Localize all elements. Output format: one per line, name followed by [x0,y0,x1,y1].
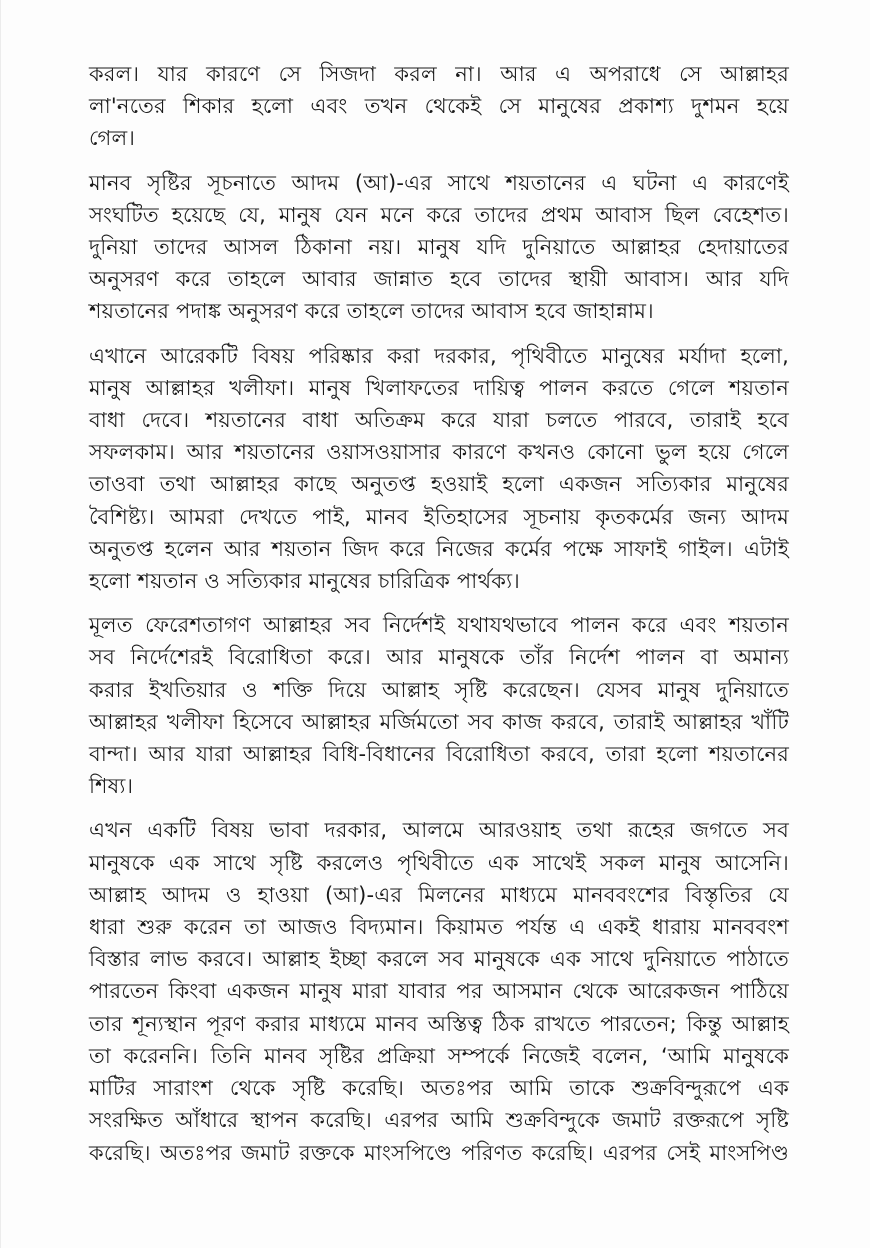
text-line: বান্দা। আর যারা আল্লাহর বিধি-বিধানের বিরোধিতা করবে, তারা হলো শয়তানের [89,742,789,767]
text-line: হলো শয়তান ও সত্যিকার মানুষের চারিত্রিক পার্থক্য। [89,569,520,594]
text-line: সংরক্ষিত আঁধারে স্থাপন করেছি। এরপর আমি শুক্রবিন্দুকে জমাট রক্তরূপে সৃষ্টি [89,1108,789,1133]
text-line: সব নির্দেশেরই বিরোধিতা করে। আর মানুষকে তাঁর নির্দেশ পালন বা অমান্য [89,645,789,670]
text-line: গেল। [89,126,136,151]
text-line: বিস্তার লাভ করবে। আল্লাহ ইচ্ছা করলে সব মানুষকে এক সাথে দুনিয়াতে পাঠাতে [89,947,789,972]
text-line: লা'নতের শিকার হলো এবং তখন থেকেই সে মানুষের প্রকাশ্য দুশমন হয়ে [89,94,789,119]
text-line: শয়তানের পদাঙ্ক অনুসরণ করে তাহলে তাদের আবাস হবে জাহান্নাম। [89,299,654,324]
page-text [89,58,789,1181]
text-line: মাটির সারাংশ থেকে সৃষ্টি করেছি। অতঃপর আমি তাকে শুক্রবিন্দুরূপে এক [89,1076,789,1101]
text-line: দুনিয়া তাদের আসল ঠিকানা নয়। মানুষ যদি দুনিয়াতে আল্লাহর হেদায়াতের [89,235,789,260]
text-line: মানুষ আল্লাহর খলীফা। মানুষ খিলাফতের দায়িত্ব পালন করতে গেলে শয়তান [89,375,789,400]
text-line: মানুষকে এক সাথে সৃষ্টি করলেও পৃথিবীতে এক সাথেই সকল মানুষ আসেনি। [89,850,789,875]
text-line: তাওবা তথা আল্লাহর কাছে অনুতপ্ত হওয়াই হলো একজন সত্যিকার মানুষের [89,472,789,497]
paragraph-5 [89,814,789,1168]
paragraph-4 [89,609,789,802]
text-line: মূলত ফেরেশতাগণ আল্লাহর সব নির্দেশই যথাযথভাবে পালন করে এবং শয়তান [89,613,789,638]
paragraph-3 [89,340,789,598]
text-line: মানব সৃষ্টির সূচনাতে আদম (আ)-এর সাথে শয়তানের এ ঘটনা এ কারণেই [89,170,789,195]
text-line: করল। যার কারণে সে সিজদা করল না। আর এ অপরাধে সে আল্লাহর [89,62,789,86]
text-line: তার শূন্যস্থান পূরণ করার মাধ্যমে মানব অস্তিত্ব ঠিক রাখতে পারতেন; কিন্তু আল্লাহ [89,1011,789,1036]
text-line: এখন একটি বিষয় ভাবা দরকার, আলমে আরওয়াহ তথা রূহের জগতে সব [89,818,789,843]
text-line: করেছি। অতঃপর জমাট রক্তকে মাংসপিণ্ডে পরিণত করেছি। এরপর সেই মাংসপিণ্ড [89,1140,789,1165]
text-line: পারতেন কিংবা একজন মানুষ মারা যাবার পর আসমান থেকে আরেকজন পাঠিয়ে [89,979,789,1004]
text-line: বাধা দেবে। শয়তানের বাধা অতিক্রম করে যারা চলতে পারবে, তারাই হবে [89,408,789,433]
text-line: এখানে আরেকটি বিষয় পরিষ্কার করা দরকার, পৃথিবীতে মানুষের মর্যাদা হলো, [89,343,789,368]
text-line: আল্লাহ আদম ও হাওয়া (আ)-এর মিলনের মাধ্যমে মানববংশের বিস্তৃতির যে [89,882,789,907]
text-line: বৈশিষ্ট্য। আমরা দেখতে পাই, মানব ইতিহাসের সূচনায় কৃতকর্মের জন্য আদম [89,504,789,529]
text-line: করার ইখতিয়ার ও শক্তি দিয়ে আল্লাহ সৃষ্টি করেছেন। যেসব মানুষ দুনিয়াতে [89,677,789,702]
paragraph-1 [89,58,789,155]
paragraph-2 [89,167,789,328]
text-line: সংঘটিত হয়েছে যে, মানুষ যেন মনে করে তাদের প্রথম আবাস ছিল বেহেশত। [89,202,789,227]
text-line: ধারা শুরু করেন তা আজও বিদ্যমান। কিয়ামত পর্যন্ত এ একই ধারায় মানববংশ [89,915,789,940]
text-line: আল্লাহর খলীফা হিসেবে আল্লাহর মর্জিমতো সব কাজ করবে, তারাই আল্লাহর খাঁটি [89,709,789,734]
text-line: অনুসরণ করে তাহলে আবার জান্নাত হবে তাদের স্থায়ী আবাস। আর যদি [89,267,789,292]
text-line: সফলকাম। আর শয়তানের ওয়াসওয়াসার কারণে কখনও কোনো ভুল হয়ে গেলে [89,440,789,465]
text-line: অনুতপ্ত হলেন আর শয়তান জিদ করে নিজের কর্মের পক্ষে সাফাই গাইল। এটাই [89,536,789,561]
text-line: তা করেননি। তিনি মানব সৃষ্টির প্রক্রিয়া সম্পর্কে নিজেই বলেন, ‘আমি মানুষকে [89,1043,789,1068]
text-line: শিষ্য। [89,774,134,799]
